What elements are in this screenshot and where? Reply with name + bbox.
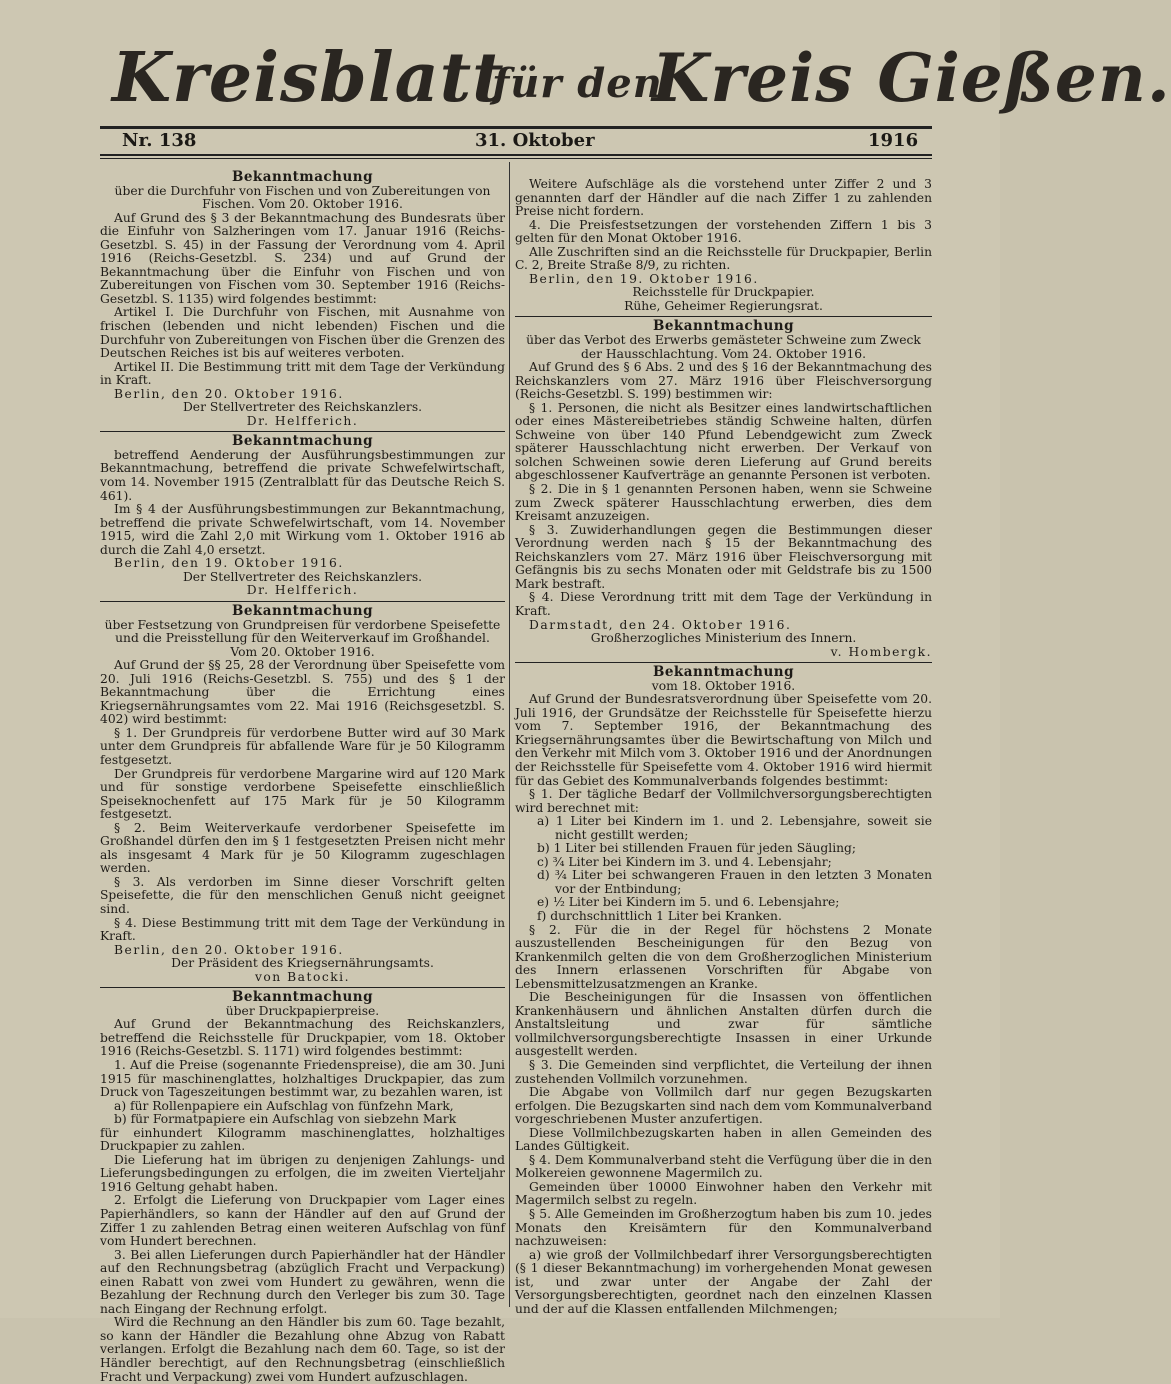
masthead-rule-bottom-2 <box>100 158 932 159</box>
masthead <box>100 38 1171 118</box>
article-place-date: Berlin, den 20. Oktober 1916. <box>114 386 344 401</box>
article-paragraph: § 3. Die Gemeinden sind verpflichtet, die Verteilung der ihnen zustehenden Vollmilch vorzunehmen. <box>515 1058 932 1086</box>
article-subtitle: über das Verbot des Erwerbs gemästeter Schweine zum Zweck der Hausschlachtung. Vom 24. Oktober 1916. <box>526 333 921 361</box>
article-paragraph: § 4. Diese Verordnung tritt mit dem Tage der Verkündung in Kraft. <box>515 590 932 618</box>
article-signer: Dr. Helfferich. <box>246 583 359 598</box>
article-signer-title: Reichsstelle für Druckpapier. <box>632 285 815 300</box>
left-column <box>100 170 505 1384</box>
article-paragraph: für einhundert Kilogramm maschinenglattes, holzhaltiges Druckpapier zu zahlen. <box>100 1125 505 1154</box>
article-paragraph: Wird die Rechnung an den Händler bis zum 60. Tage bezahlt, so kann der Händler die Bezahlung ohne Abzug von Rabatt verlangen. Erfolgt die Bezahlung nach dem 60. Tage, so ist der Händler berechtigt, auf den Rechnungsbetrag (einschließlich Fracht und Verpackung) zwei vom Hundert aufzuschlagen. <box>100 1315 505 1384</box>
article-heading: Bekanntmachung <box>231 169 374 185</box>
article-paragraph: Artikel II. Die Bestimmung tritt mit dem Tage der Verkündung in Kraft. <box>100 359 505 388</box>
article-subtitle: über die Durchfuhr von Fischen und von Zubereitungen von Fischen. Vom 20. Oktober 1916. <box>114 183 491 212</box>
article-signer-title: Großherzogliches Ministerium des Innern. <box>590 631 857 646</box>
article-signer-title: Der Präsident des Kriegsernährungsamts. <box>171 956 434 971</box>
article-paragraph: Auf Grund des § 6 Abs. 2 und des § 16 der Bekanntmachung des Reichskanzlers vom 27. März 1916 über Fleischversorgung (Reichs-Gesetzbl. S. 199) bestimmen wir: <box>515 360 932 402</box>
article-separator <box>100 987 505 988</box>
article-paragraph: Alle Zuschriften sind an die Reichsstelle für Druckpapier, Berlin C. 2, Breite Straße 8/9, zu richten. <box>515 244 932 273</box>
article-list-item: b) 1 Liter bei stillenden Frauen für jeden Säugling; <box>537 841 857 856</box>
article-list-item: f) durchschnittlich 1 Liter bei Kranken. <box>537 908 782 923</box>
article-place-date: Berlin, den 20. Oktober 1916. <box>114 942 344 957</box>
article-paragraph: Artikel I. Die Durchfuhr von Fischen, mit Ausnahme von frischen (lebenden und nicht lebenden) Fischen und die Durchfuhr von Zubereitungen von Fischen über die Grenzen des Deutschen Reiches ist bis auf weiteres verboten. <box>100 305 505 361</box>
article-signer: v. Hombergk. <box>830 644 932 659</box>
article-place-date: Berlin, den 19. Oktober 1916. <box>529 271 759 286</box>
article-paragraph: 2. Erfolgt die Lieferung von Druckpapier vom Lager eines Papierhändlers, so kann der Händler auf den auf Grund der Ziffer 1 zu zahlenden Betrag einen weiteren Aufschlag von fünf vom Hundert berechnen. <box>100 1193 505 1249</box>
article-signer-title: Der Stellvertreter des Reichskanzlers. <box>182 569 423 584</box>
article-paragraph: Der Grundpreis für verdorbene Margarine wird auf 120 Mark und für sonstige verdorbene Speisefette einschließlich Speiseknochenfett auf 175 Mark für je 50 Kilogramm festgesetzt. <box>100 766 505 822</box>
article-paragraph: § 2. Die in § 1 genannten Personen haben, wenn sie Schweine zum Zweck späterer Hausschlachtung erwerben, dies dem Kreisamt anzuzeigen. <box>515 482 932 524</box>
article-list-item: a) für Rollenpapiere ein Aufschlag von fünfzehn Mark, <box>114 1098 454 1113</box>
article-subtitle: über Festsetzung von Grundpreisen für verdorbene Speisefette und die Preisstellung für den Weiterverkauf im Großhandel. <box>104 617 501 646</box>
article-paragraph: Auf Grund der §§ 25, 28 der Verordnung über Speisefette vom 20. Juli 1916 (Reichs-Gesetzbl. S. 755) und des § 1 der Bekanntmachung über die Errichtung eines Kriegsernährungsamtes vom 22. Mai 1916 (Reichsgesetzbl. S. 402) wird bestimmt: <box>100 658 505 727</box>
article-separator <box>100 431 505 432</box>
article-list-item: b) für Formatpapiere ein Aufschlag von siebzehn Mark <box>114 1112 457 1127</box>
article-date: vom 18. Oktober 1916. <box>651 678 796 693</box>
article-paragraph: § 1. Der Grundpreis für verdorbene Butter wird auf 30 Mark unter dem Grundpreis für abfallende Ware für je 50 Kilogramm festgesetzt. <box>100 725 505 767</box>
right-column <box>515 178 932 1316</box>
issue-date: 31. Oktober <box>475 130 595 151</box>
article-separator <box>515 316 932 317</box>
article-list-item: c) ¾ Liter bei Kindern im 3. und 4. Lebensjahr; <box>537 854 832 869</box>
column-divider <box>509 162 510 1307</box>
article-paragraph: 4. Die Preisfestsetzungen der vorstehenden Ziffern 1 bis 3 gelten für den Monat Oktober 1916. <box>515 217 932 246</box>
article-heading: Bekanntmachung <box>231 433 374 450</box>
article-subtitle: über Druckpapierpreise. <box>225 1003 380 1018</box>
article-signer-title: Der Stellvertreter des Reichskanzlers. <box>182 400 423 415</box>
masthead-title-kreisblatt: Kreisblatt <box>112 38 505 118</box>
article-paragraph: Die Lieferung hat im übrigen zu denjenigen Zahlungs- und Lieferungsbedingungen zu erfolgen, die im zweiten Vierteljahr 1916 Geltung gehabt haben. <box>100 1152 505 1194</box>
article-paragraph: 3. Bei allen Lieferungen durch Papierhändler hat der Händler auf den Rechnungsbetrag (abzüglich Fracht und Verpackung) einen Rabatt von zwei vom Hundert zu gewähren, wenn die Bezahlung der Rechnung durch den Verleger bis zum 30. Tage nach Eingang der Rechnung erfolgt. <box>100 1247 505 1316</box>
article-paragraph: § 4. Dem Kommunalverband steht die Verfügung über die in den Molkereien gewonnene Magermilch zu. <box>515 1152 932 1181</box>
article-place-date: Darmstadt, den 24. Oktober 1916. <box>529 617 792 632</box>
article-signer: von Batocki. <box>254 969 351 984</box>
masthead-rule-bottom <box>100 154 932 156</box>
masthead-title-kreis-giessen: Kreis Gießen. <box>652 39 1171 117</box>
article-list-item: d) ¾ Liter bei schwangeren Frauen in den letzten 3 Monaten vor der Entbindung; <box>537 868 932 896</box>
masthead-rule-top <box>100 126 932 129</box>
article-paragraph: § 1. Der tägliche Bedarf der Vollmilchversorgungsberechtigten wird berechnet mit: <box>515 787 932 815</box>
article-paragraph: § 3. Zuwiderhandlungen gegen die Bestimmungen dieser Verordnung werden nach § 15 der Bekanntmachung des Reichskanzlers vom 27. März 1916 über Fleischversorgung mit Gefängnis bis zu sechs Monaten oder mit Geldstrafe bis zu 1500 Mark bestraft. <box>515 522 932 591</box>
article-heading: Bekanntmachung <box>231 989 374 1006</box>
article-paragraph: Weitere Aufschläge als die vorstehend unter Ziffer 2 und 3 genannten darf der Händler auf die nach Ziffer 1 zu zahlenden Preise nicht fordern. <box>515 177 932 219</box>
article-paragraph: § 2. Für die in der Regel für höchstens 2 Monate auszustellenden Bescheinigungen für den Bezug von Krankenmilch gelten die von dem Großherzoglichen Ministerium des Innern erlassenen Vorschriften für Abgabe von Lebensmittelzusatzmengen an Kranke. <box>515 922 932 991</box>
masthead-title-fuer-den: für den <box>492 60 663 107</box>
article-paragraph: 1. Auf die Preise (sogenannte Friedenspreise), die am 30. Juni 1915 für maschinenglattes, holzhaltiges Druckpapier, das zum Druck von Tageszeitungen bestimmt war, zu bezahlen waren, ist <box>100 1058 505 1100</box>
article-heading: Bekanntmachung <box>652 664 795 681</box>
issue-year: 1916 <box>868 130 919 151</box>
dateline <box>100 130 930 154</box>
article-paragraph: Diese Vollmilchbezugskarten haben in allen Gemeinden des Landes Gültigkeit. <box>515 1125 932 1154</box>
article-paragraph: Auf Grund der Bundesratsverordnung über Speisefette vom 20. Juli 1916, der Grundsätze der Reichsstelle für Speisefette hierzu vom 7. September 1916, der Bekanntmachung des Kriegsernährungsamtes über die Bewirtschaftung von Milch und den Verkehr mit Milch vom 3. Oktober 1916 und der Anordnungen der Reichsstelle für Speisefette vom 4. Oktober 1916 wird hiermit für das Gebiet des Kommunalverbands folgendes bestimmt: <box>515 692 932 788</box>
article-list-item: a) 1 Liter bei Kindern im 1. und 2. Lebensjahre, soweit sie nicht gestillt werden; <box>537 814 932 842</box>
article-signer: Dr. Helfferich. <box>246 413 359 428</box>
article-paragraph: Gemeinden über 10000 Einwohner haben den Verkehr mit Magermilch selbst zu regeln. <box>515 1179 932 1208</box>
article-signer: Rühe, Geheimer Regierungsrat. <box>624 298 823 313</box>
article-paragraph: Auf Grund der Bekanntmachung des Reichskanzlers, betreffend die Reichsstelle für Druckpapier, vom 18. Oktober 1916 (Reichs-Gesetzbl. S. 1171) wird folgendes bestimmt: <box>100 1017 505 1059</box>
article-paragraph: § 2. Beim Weiterverkaufe verdorbener Speisefette im Großhandel dürfen den im § 1 festgesetzten Preisen nicht mehr als insgesamt 4 Mark für je 50 Kilogramm zugeschlagen werden. <box>100 820 505 876</box>
article-place-date: Berlin, den 19. Oktober 1916. <box>114 556 344 571</box>
article-subtitle: betreffend Aenderung der Ausführungsbestimmungen zur Bekanntmachung, betreffend die private Schwefelwirtschaft, vom 14. November 1915 (Zentralblatt für das Deutsche Reich S. 461). <box>100 447 505 503</box>
article-paragraph: § 4. Diese Bestimmung tritt mit dem Tage der Verkündung in Kraft. <box>100 915 505 944</box>
article-separator <box>515 662 932 663</box>
article-paragraph: § 1. Personen, die nicht als Besitzer eines landwirtschaftlichen oder eines Mästereibetriebes ständig Schweine halten, dürfen Schweine von über 140 Pfund Lebendgewicht zum Zweck späterer Hausschlachtung nicht erwerben. Der Verkauf von solchen Schweinen sowie deren Lieferung auf Grund bereits abgeschlossener Kaufverträge an genannte Personen ist verboten. <box>515 400 932 483</box>
article-list-item: e) ½ Liter bei Kindern im 5. und 6. Lebensjahre; <box>537 895 840 910</box>
article-paragraph: Im § 4 der Ausführungsbestimmungen zur Bekanntmachung, betreffend die private Schwefelwirtschaft, vom 14. November 1915, wird die Zahl 2,0 mit Wirkung vom 1. Oktober 1916 ab durch die Zahl 4,0 ersetzt. <box>100 502 505 557</box>
article-date: Vom 20. Oktober 1916. <box>230 644 375 659</box>
article-paragraph: Auf Grund des § 3 der Bekanntmachung des Bundesrats über die Einfuhr von Salzheringen vom 17. Januar 1916 (Reichs-Gesetzbl. S. 45) in der Fassung der Verordnung vom 4. April 1916 (Reichs-Gesetzbl. S. 234) und auf Grund der Bekanntmachung über die Einfuhr von Fischen und von Zubereitungen von Fischen vom 30. September 1916 (Reichs-Gesetzbl. S. 1135) wird folgendes bestimmt: <box>100 210 505 306</box>
article-paragraph: Die Bescheinigungen für die Insassen von öffentlichen Krankenhäusern und ähnlichen Anstalten dürfen durch die Anstaltsleitung und zwar für sämtliche vollmilchversorgungsberechtigte Insassen in einer Urkunde ausgestellt werden. <box>515 990 932 1059</box>
article-heading: Bekanntmachung <box>231 602 374 619</box>
article-separator <box>100 601 505 602</box>
article-paragraph: a) wie groß der Vollmilchbedarf ihrer Versorgungsberechtigten (§ 1 dieser Bekanntmachung) im vorhergehenden Monat gewesen ist, und zwar unter der Angabe der Zahl der Versorgungsberechtigten, geordnet nach den einzelnen Klassen und der auf die Klassen entfallenden Milchmengen; <box>515 1247 932 1316</box>
article-paragraph: § 5. Alle Gemeinden im Großherzogtum haben bis zum 10. jedes Monats den Kreisämtern für den Kommunalverband nachzuweisen: <box>515 1207 932 1249</box>
article-paragraph: § 3. Als verdorben im Sinne dieser Vorschrift gelten Speisefette, die für den menschlichen Genuß nicht geeignet sind. <box>100 874 505 916</box>
article-paragraph: Die Abgabe von Vollmilch darf nur gegen Bezugskarten erfolgen. Die Bezugskarten sind nach dem vom Kommunalverband vorgeschriebenen Muster anzufertigen. <box>515 1085 932 1127</box>
article-heading: Bekanntmachung <box>652 318 795 335</box>
issue-number: Nr. 138 <box>122 130 197 151</box>
